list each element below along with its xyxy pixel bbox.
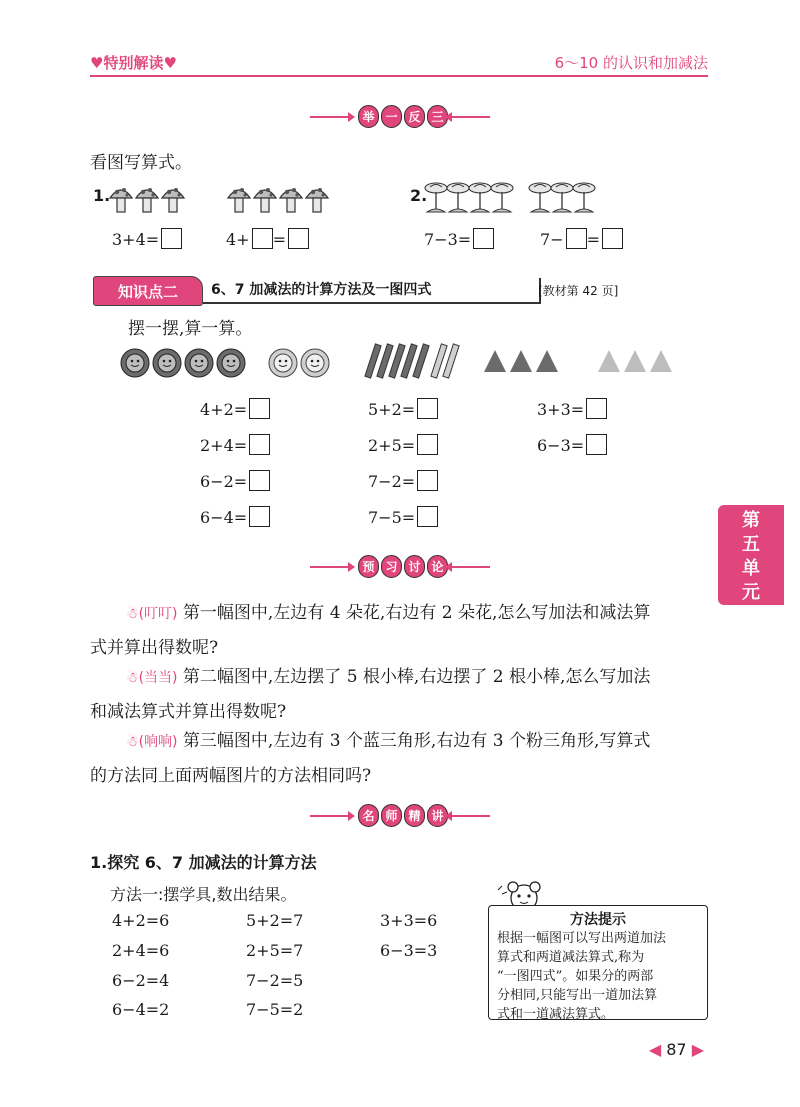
result-eq: 6−2=4 xyxy=(112,971,170,990)
next-arrow-icon: ▶ xyxy=(691,1040,704,1059)
instruction-write-equations: 看图写算式。 xyxy=(90,153,192,173)
equation-text: 7−5= xyxy=(368,508,416,527)
mushroom-picture xyxy=(108,178,338,218)
banner-preview-discussion xyxy=(310,555,490,577)
triangle-icon xyxy=(484,350,506,372)
lotus-picture xyxy=(424,176,614,218)
answer-box[interactable] xyxy=(417,506,438,527)
answer-box[interactable] xyxy=(249,506,270,527)
equation-text: 2+5= xyxy=(368,436,416,455)
equation-text: 4+ xyxy=(226,230,250,249)
speaker-label: ☃ xyxy=(126,734,139,750)
equation-text: 6−4= xyxy=(200,508,248,527)
method-one: 方法一:摆学具,数出结果。 xyxy=(110,885,297,904)
triangles-picture xyxy=(484,350,676,376)
banner-char: 名 xyxy=(358,804,379,827)
equation-text: 7− xyxy=(540,230,564,249)
answer-box[interactable] xyxy=(249,434,270,455)
equation-text: 7−2= xyxy=(368,472,416,491)
equation-text: = xyxy=(586,230,600,249)
triangle-icon xyxy=(624,350,646,372)
activity-eq xyxy=(368,398,438,419)
tip-line: “一图四式”。如果分的两部 xyxy=(497,969,654,984)
triangle-icon xyxy=(536,350,558,372)
banner-char: 预 xyxy=(358,555,379,578)
answer-box[interactable] xyxy=(602,228,623,249)
side-tab-char: 元 xyxy=(742,582,760,603)
equation-row-1 xyxy=(112,228,182,249)
speaker-label: (叮叮) xyxy=(138,606,178,622)
activity-eq xyxy=(200,506,270,527)
activity-eq xyxy=(368,470,438,491)
side-tab-char: 第 xyxy=(742,510,760,531)
tip-line: 算式和两道减法算式,称为 xyxy=(497,950,645,965)
result-eq: 2+4=6 xyxy=(112,941,170,960)
equation-text: 4+2= xyxy=(200,400,248,419)
equation-row-2 xyxy=(226,228,309,249)
banner-char: 讲 xyxy=(427,804,448,827)
speaker-label: ☃ xyxy=(126,670,139,686)
activity-eq xyxy=(200,434,270,455)
banner-char: 论 xyxy=(427,555,448,578)
activity-eq xyxy=(537,434,607,455)
activity-eq xyxy=(200,398,270,419)
banner-char: 习 xyxy=(381,555,402,578)
discussion-item-1 xyxy=(90,596,710,665)
tip-line: 式和一道减法算式。 xyxy=(497,1007,615,1022)
prev-arrow-icon: ◀ xyxy=(648,1040,662,1059)
side-tab-char: 五 xyxy=(742,534,760,555)
result-eq: 6−3=3 xyxy=(380,941,438,960)
equation-text: 3+4= xyxy=(112,230,160,249)
speaker-label: (响响) xyxy=(138,734,178,750)
discussion-text: 第三幅图中,左边有 3 个蓝三角形,右边有 3 个粉三角形,写算式 xyxy=(182,731,651,751)
header-section-label: ♥特别解读♥ xyxy=(90,54,177,72)
equation-row-3 xyxy=(424,228,494,249)
equation-text: 3+3= xyxy=(537,400,585,419)
answer-box[interactable] xyxy=(473,228,494,249)
answer-box[interactable] xyxy=(586,398,607,419)
header-chapter-title: 6～10 的认识和加减法 xyxy=(554,54,708,72)
banner-char: 精 xyxy=(404,804,425,827)
activity-instruction: 摆一摆,算一算。 xyxy=(128,319,253,339)
discussion-text: 第一幅图中,左边有 4 朵花,右边有 2 朵花,怎么写加法和减法算 xyxy=(182,603,651,623)
answer-box[interactable] xyxy=(252,228,273,249)
banner-char: 讨 xyxy=(404,555,425,578)
answer-box[interactable] xyxy=(249,470,270,491)
textbook-reference: [教材第 42 页] xyxy=(538,284,619,298)
activity-eq xyxy=(368,506,438,527)
triangle-icon xyxy=(598,350,620,372)
knowledge-point-title: 6、7 加减法的计算方法及一图四式 xyxy=(203,278,541,304)
discussion-item-3 xyxy=(90,724,710,793)
discussion-text: 的方法同上面两幅图片的方法相同吗? xyxy=(90,766,372,786)
banner-teacher-explains xyxy=(310,804,490,826)
answer-box[interactable] xyxy=(417,398,438,419)
page-number xyxy=(649,1040,704,1059)
side-tab-char: 单 xyxy=(742,558,760,579)
answer-box[interactable] xyxy=(417,470,438,491)
answer-box[interactable] xyxy=(249,398,270,419)
header-divider xyxy=(90,75,708,77)
equation-text: 6−2= xyxy=(200,472,248,491)
equation-text: = xyxy=(272,230,286,249)
banner-practice xyxy=(310,105,490,127)
discussion-text: 第二幅图中,左边摆了 5 根小棒,右边摆了 2 根小棒,怎么写加法 xyxy=(182,667,651,687)
answer-box[interactable] xyxy=(161,228,182,249)
equation-text: 6−3= xyxy=(537,436,585,455)
tip-body xyxy=(489,929,707,1024)
answer-box[interactable] xyxy=(417,434,438,455)
question-2-label: 2. xyxy=(410,186,428,205)
triangle-icon xyxy=(510,350,532,372)
activity-eq xyxy=(200,470,270,491)
result-eq: 4+2=6 xyxy=(112,911,170,930)
equation-row-4 xyxy=(540,228,623,249)
result-eq: 2+5=7 xyxy=(246,941,304,960)
speaker-label: ☃ xyxy=(126,606,139,622)
answer-box[interactable] xyxy=(288,228,309,249)
unit-side-tab xyxy=(718,505,784,605)
result-eq: 7−5=2 xyxy=(246,1000,304,1019)
equation-text: 5+2= xyxy=(368,400,416,419)
banner-char: 三 xyxy=(427,105,448,128)
tip-line: 分相同,只能写出一道加法算 xyxy=(497,988,658,1003)
speaker-label: (当当) xyxy=(138,670,178,686)
activity-eq xyxy=(537,398,607,419)
banner-char: 一 xyxy=(381,105,402,128)
result-eq: 5+2=7 xyxy=(246,911,304,930)
bear-mascot-icon xyxy=(494,876,554,908)
result-eq: 6−4=2 xyxy=(112,1000,170,1019)
explain-heading: 1.探究 6、7 加减法的计算方法 xyxy=(90,853,317,872)
result-eq: 7−2=5 xyxy=(246,971,304,990)
result-eq: 3+3=6 xyxy=(380,911,438,930)
banner-char: 师 xyxy=(381,804,402,827)
equation-text: 7−3= xyxy=(424,230,472,249)
discussion-text: 式并算出得数呢? xyxy=(90,638,219,658)
sticks-picture xyxy=(362,342,462,382)
answer-box[interactable] xyxy=(566,228,587,249)
activity-eq xyxy=(368,434,438,455)
question-1-label: 1. xyxy=(93,186,111,205)
triangle-icon xyxy=(650,350,672,372)
tip-line: 根据一幅图可以写出两道加法 xyxy=(497,931,667,946)
flower-picture xyxy=(120,344,340,384)
answer-box[interactable] xyxy=(586,434,607,455)
discussion-item-2 xyxy=(90,660,710,729)
tip-title: 方法提示 xyxy=(570,912,626,928)
banner-char: 反 xyxy=(404,105,425,128)
banner-char: 举 xyxy=(358,105,379,128)
equation-text: 2+4= xyxy=(200,436,248,455)
method-tip-box xyxy=(488,905,708,1020)
discussion-text: 和减法算式并算出得数呢? xyxy=(90,702,287,722)
knowledge-point-tag: 知识点二 xyxy=(93,276,203,306)
page-number-text: 87 xyxy=(666,1040,687,1059)
